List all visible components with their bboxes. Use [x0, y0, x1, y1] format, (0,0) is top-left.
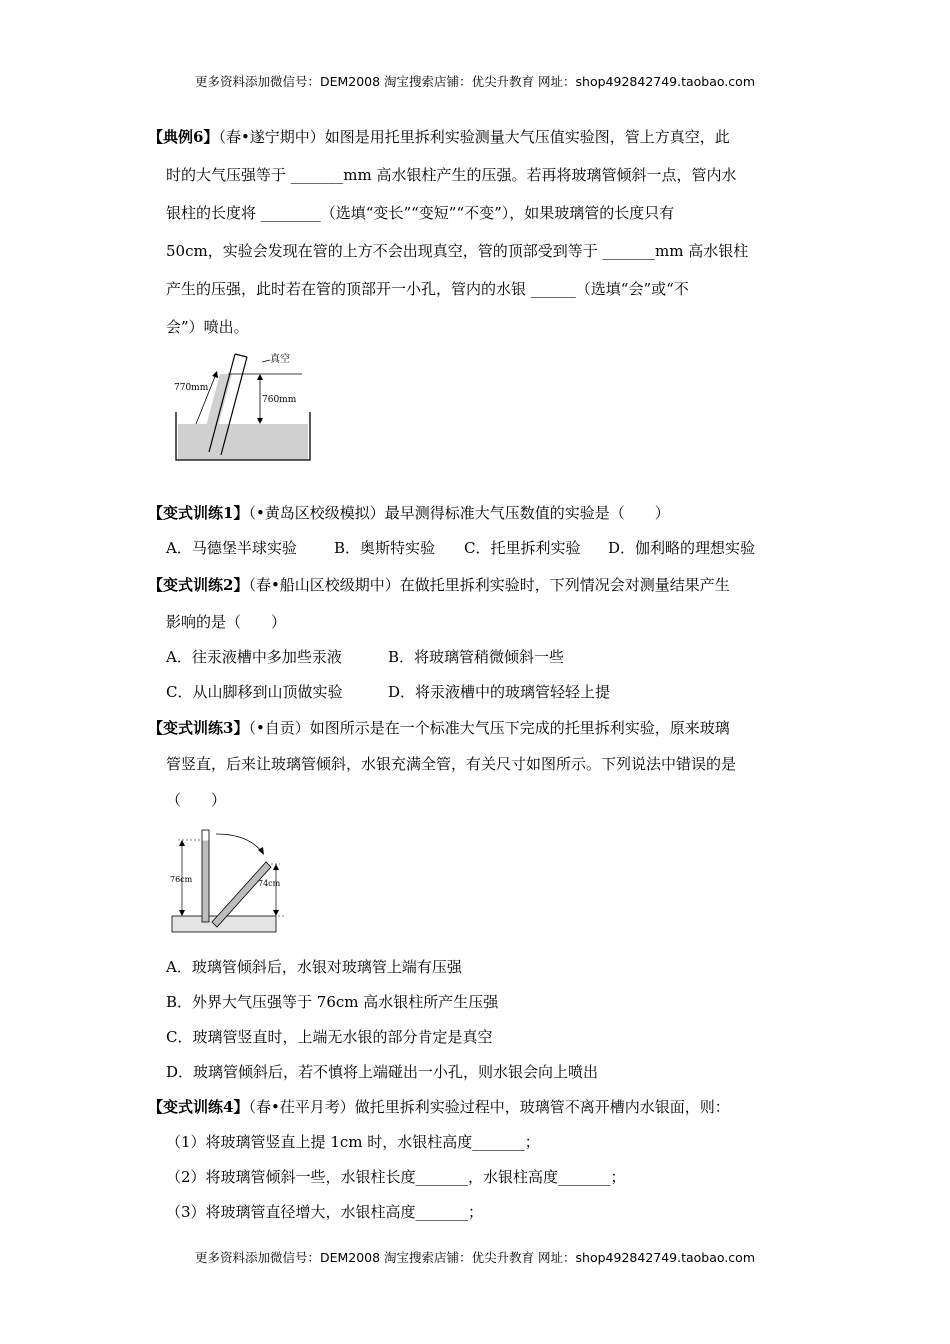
vertical-tube-vacuum	[203, 831, 209, 841]
vacuum-pointer	[262, 360, 270, 362]
variant-1-options	[148, 531, 818, 566]
variant-2-line-1: （春•船山区校级期中）在做托里拆利实验时，下列情况会对测量结果产生	[248, 576, 730, 594]
v3-option-b: B．外界大气压强等于 76cm 高水银柱所产生压强	[166, 993, 499, 1011]
v1-option-b: B．奥斯特实验	[334, 539, 436, 557]
dim-76-head-bottom	[179, 910, 185, 916]
variant-1-tag: 【变式训练1】	[148, 504, 249, 522]
v3-option-c: C．玻璃管竖直时，上端无水银的部分肯定是真空	[166, 1028, 493, 1046]
variant-1	[148, 496, 818, 566]
v4-item-2: （2）将玻璃管倾斜一些，水银柱长度_______，水银柱高度_______；	[166, 1168, 626, 1186]
label-770mm: 770mm	[174, 383, 209, 393]
arrow-760-head-bottom	[257, 418, 263, 424]
v1-option-c: C．托里拆利实验	[464, 539, 581, 557]
variant-1-question: （•黄岛区校级模拟）最早测得标准大气压数值的实验是（ ）	[248, 504, 670, 522]
v2-option-c: C．从山脚移到山顶做实验	[166, 683, 343, 701]
example-6-line-1: （春•遂宁期中）如图是用托里拆利实验测量大气压值实验图，管上方真空，此	[218, 128, 730, 146]
variant-3-line-1: （•自贡）如图所示是在一个标准大气压下完成的托里拆利实验，原来玻璃	[248, 719, 730, 737]
page-header: 更多资料添加微信号：DEM2008 淘宝搜索店铺：优尖升教育 网址：shop492842749.taobao.com	[194, 74, 756, 89]
variant-4-items	[148, 1125, 818, 1230]
label-74cm: 74cm	[258, 879, 281, 888]
example-6-line-3: 银柱的长度将 ________（选填“变长”“变短”“不变”），如果玻璃管的长度只有	[166, 204, 675, 222]
example-6-tag: 【典例6】	[148, 128, 219, 146]
variant-3	[148, 710, 818, 1090]
v1-option-a: A．马德堡半球实验	[166, 539, 297, 557]
page-footer: 更多资料添加微信号：DEM2008 淘宝搜索店铺：优尖升教育 网址：shop492842749.taobao.com	[194, 1250, 756, 1265]
mercury-trough-fill	[178, 424, 308, 460]
document-body	[148, 118, 818, 1230]
v1-option-d: D．伽利略的理想实验	[608, 539, 756, 557]
label-760mm: 760mm	[262, 395, 297, 405]
variant-3-tag: 【变式训练3】	[148, 719, 249, 737]
arrow-770-head	[212, 371, 218, 378]
variant-3-line-2: 管竖直，后来让玻璃管倾斜，水银充满全管，有关尺寸如图所示。下列说法中错误的是	[166, 755, 737, 773]
variant-4-tag: 【变式训练4】	[148, 1098, 249, 1116]
torricelli-figure-2	[170, 824, 300, 934]
variant-3-line-3: （ ）	[166, 791, 227, 809]
v4-item-3: （3）将玻璃管直径增大，水银柱高度_______；	[166, 1203, 484, 1221]
arrow-760-head-top	[257, 374, 263, 380]
variant-4-question: （春•茌平月考）做托里拆利实验过程中，玻璃管不离开槽内水银面，则：	[248, 1098, 730, 1116]
variant-2	[148, 566, 818, 710]
tube-top	[235, 354, 247, 357]
rotation-arrow	[216, 834, 262, 852]
variant-3-options	[148, 950, 818, 1090]
v3-option-a: A．玻璃管倾斜后，水银对玻璃管上端有压强	[166, 958, 462, 976]
v4-item-1: （1）将玻璃管竖直上提 1cm 时，水银柱高度_______；	[166, 1133, 540, 1151]
variant-4	[148, 1090, 818, 1230]
variant-2-line-2: 影响的是（ ）	[166, 613, 287, 631]
example-6-line-2: 时的大气压强等于 _______mm 高水银柱产生的压强。若再将玻璃管倾斜一点，管内水	[166, 166, 737, 184]
v2-option-d: D．将汞液槽中的玻璃管轻轻上提	[388, 683, 611, 701]
example-6	[148, 118, 818, 462]
v2-option-a: A．往汞液槽中多加些汞液	[166, 648, 342, 666]
variant-2-options-row-1	[148, 640, 818, 675]
example-6-line-6: 会”）喷出。	[166, 318, 249, 336]
v2-option-b: B．将玻璃管稍微倾斜一些	[388, 648, 565, 666]
example-6-line-4: 50cm，实验会发现在管的上方不会出现真空，管的顶部受到等于 _______mm 高水银柱	[166, 242, 749, 260]
dim-74-head-bottom	[273, 910, 279, 916]
vertical-tube	[202, 830, 209, 922]
variant-2-tag: 【变式训练2】	[148, 576, 249, 594]
vacuum-label: 真空	[270, 354, 290, 365]
v3-option-d: D．玻璃管倾斜后，若不慎将上端碰出一小孔，则水银会向上喷出	[166, 1063, 599, 1081]
dim-76-head-top	[179, 840, 185, 846]
example-6-line-5: 产生的压强，此时若在管的顶部开一小孔，管内的水银 ______（选填“会”或“不	[166, 280, 689, 298]
label-76cm: 76cm	[170, 875, 193, 884]
torricelli-figure-1	[172, 352, 332, 462]
variant-2-options-row-2	[148, 675, 818, 710]
dim-74-head-top	[273, 864, 279, 870]
